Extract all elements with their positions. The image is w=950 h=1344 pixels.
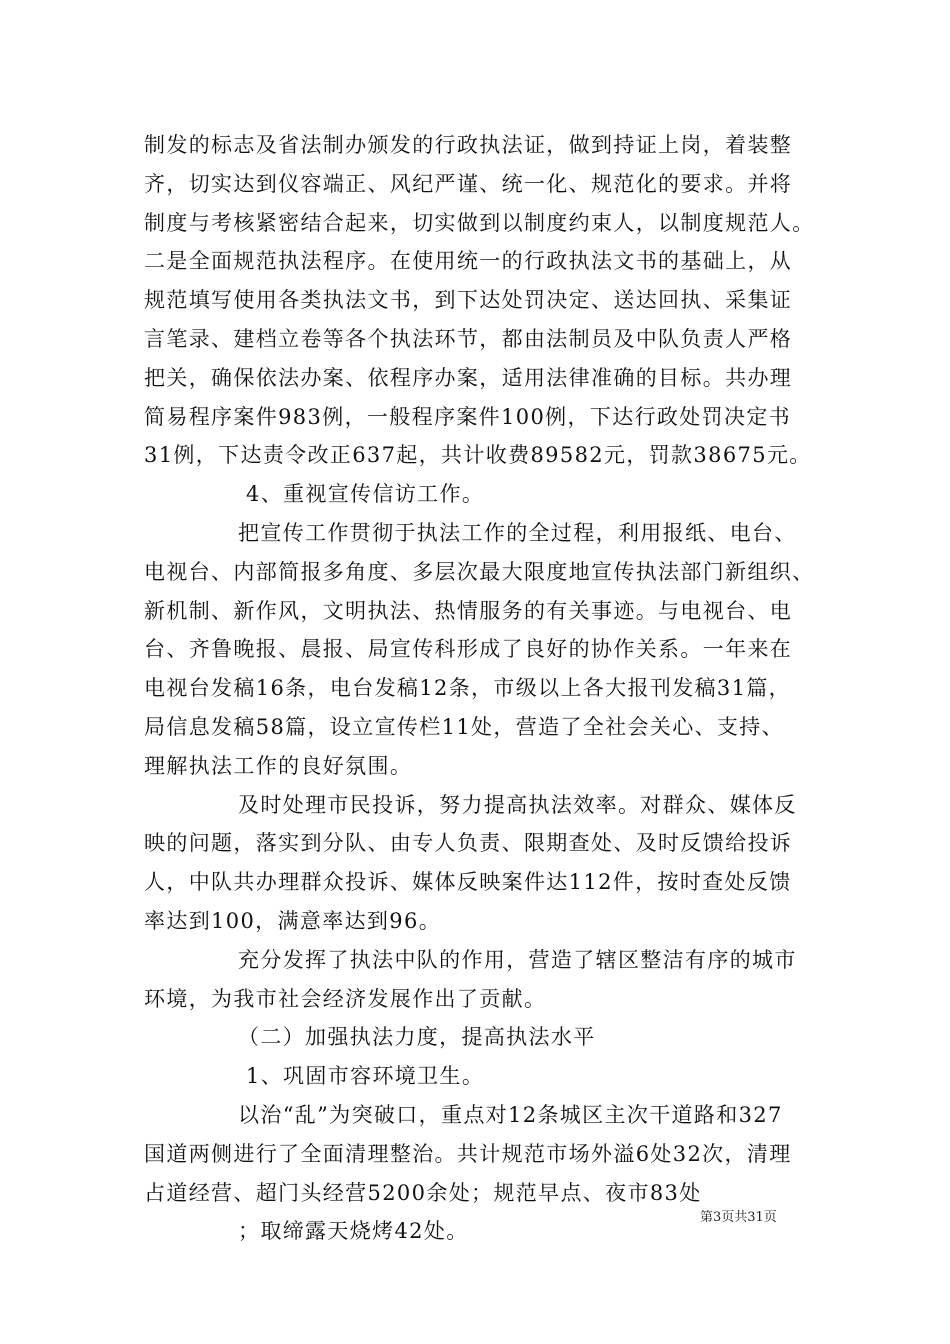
text-line: 局信息发稿58篇，设立宣传栏11处，营造了全社会关心、支持、 [144,714,784,739]
text-line: 映的问题，落实到分队、由专人负责、限期查处、及时反馈给投诉 [144,831,793,856]
text-line: 人，中队共办理群众投诉、媒体反映案件达112件，按时查处反馈 [144,870,792,895]
text-line: 电视台、内部简报多角度、多层次最大限度地宣传执法部门新组织、 [144,559,815,584]
text-line: 电视台发稿16条，电台发稿12条，市级以上各大报刊发稿31篇， [144,676,792,701]
paragraph-start: 把宣传工作贯彻于执法工作的全过程，利用报纸、电台、 [238,520,797,545]
paragraph-start: 充分发挥了执法中队的作用，营造了辖区整洁有序的城市 [238,947,797,972]
section-heading: （二）加强执法力度，提高执法水平 [238,1025,596,1050]
text-line: 环境，为我市社会经济发展作出了贡献。 [144,986,547,1011]
text-line: 把关，确保依法办案、依程序办案，适用法律准确的目标。共办理 [144,365,793,390]
text-line: 占道经营、超门头经营5200余处；规范早点、夜市83处 [144,1180,702,1205]
text-line: 制度与考核紧密结合起来，切实做到以制度约束人，以制度规范人。 [144,210,815,235]
section-heading: 4、重视宣传信访工作。 [246,482,485,507]
text-line: 制发的标志及省法制办颁发的行政执法证，做到持证上岗，着装整 [144,133,793,157]
text-line: 31例，下达责令改正637起，共计收费89582元，罚款38675元。 [144,443,812,468]
text-line: 简易程序案件983例，一般程序案件100例，下达行政处罚决定书 [144,404,792,429]
paragraph-start: 及时处理市民投诉，努力提高执法效率。对群众、媒体反 [238,792,797,817]
paragraph-start: 以治“乱”为突破口，重点对12条城区主次干道路和327 [238,1102,783,1127]
text-line: 理解执法工作的良好氛围。 [144,753,413,778]
text-line: 国道两侧进行了全面清理整治。共计规范市场外溢6处32次，清理 [144,1141,792,1166]
text-line: 言笔录、建档立卷等各个执法环节，都由法制员及中队负责人严格 [144,326,793,351]
text-line: 齐，切实达到仪容端正、风纪严谨、统一化、规范化的要求。并将 [144,171,793,196]
section-heading: 1、巩固市容环境卫生。 [246,1064,485,1089]
text-line: 二是全面规范执法程序。在使用统一的行政执法文书的基础上，从 [144,249,793,274]
text-line: 率达到100，满意率达到96。 [144,908,442,933]
text-line: ；取缔露天烧烤42处。 [238,1219,469,1244]
page-number-footer: 第3页共31页 [700,1210,777,1225]
text-line: 台、齐鲁晚报、晨报、局宣传科形成了良好的协作关系。一年来在 [144,637,793,662]
text-line: 规范填写使用各类执法文书，到下达处罚决定、送达回执、采集证 [144,288,793,313]
document-body [144,126,824,1251]
text-line: 新机制、新作风，文明执法、热情服务的有关事迹。与电视台、电 [144,598,793,623]
